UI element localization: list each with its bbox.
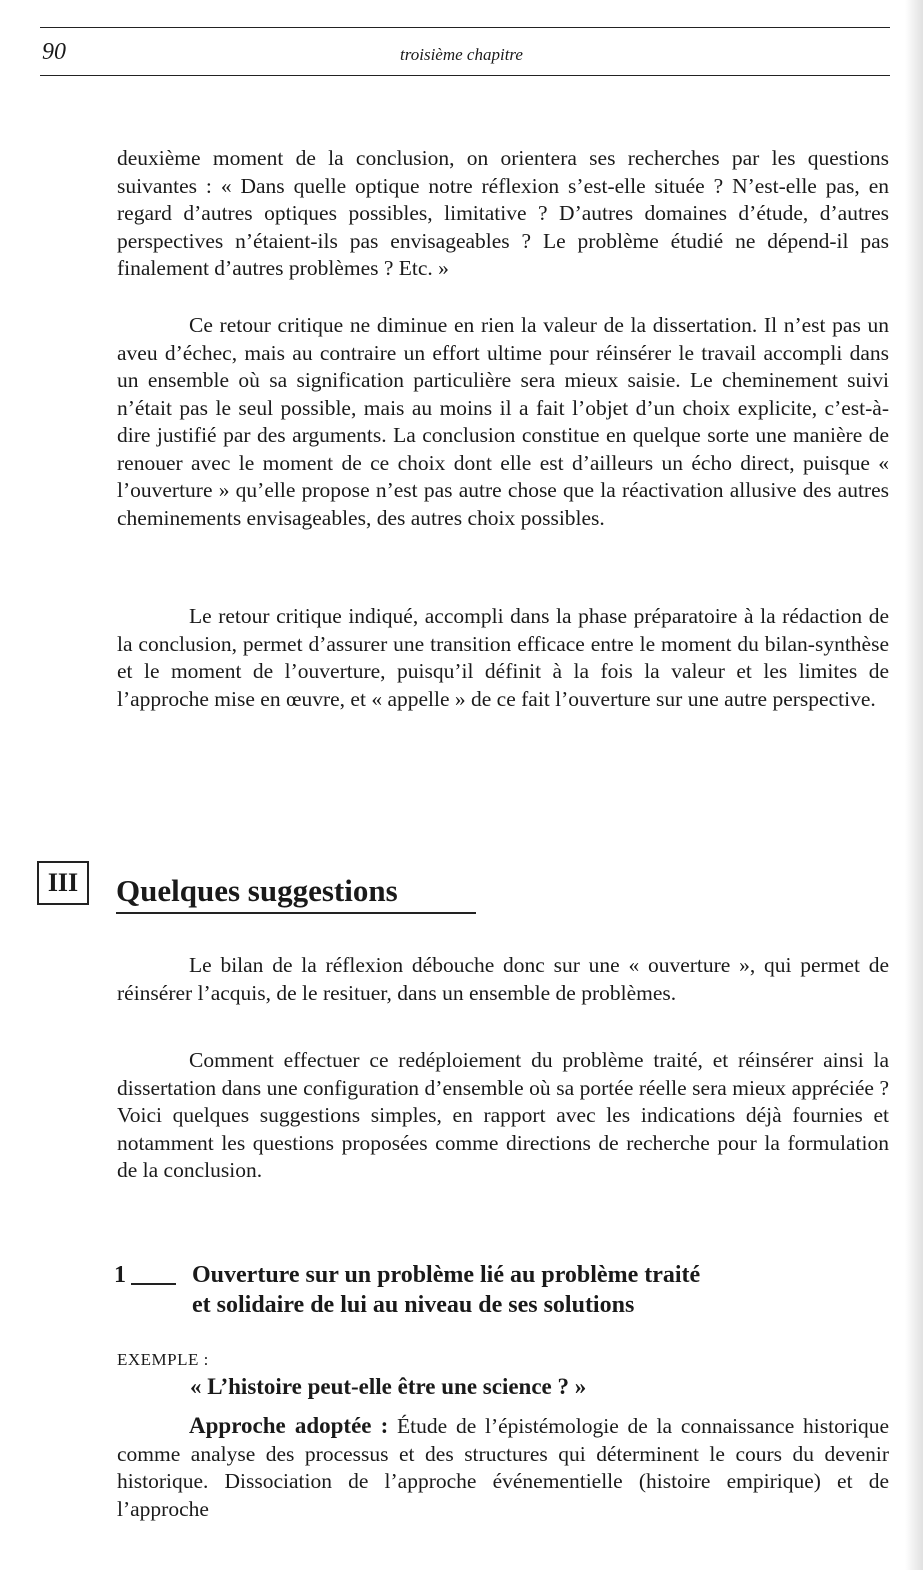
- subsection-title: [192, 1260, 892, 1320]
- example-label: EXEMPLE :: [117, 1350, 209, 1369]
- header-bottom-rule: [40, 75, 890, 76]
- subsection-title-line-2: et solidaire de lui au niveau de ses solutions: [192, 1292, 635, 1318]
- subsection-dash: [131, 1283, 176, 1285]
- approach-text: Étude de l’épistémologie de la connaissance historique comme analyse des processus et des structures qui déterminent le cours du devenir historique. Dissociation de l’approche événementielle (histoire empirique) et de l’approche: [117, 1414, 889, 1521]
- section-title: Quelques suggestions: [116, 873, 398, 908]
- header-top-rule: [40, 27, 890, 28]
- section-title-underline: [116, 912, 476, 914]
- running-title: troisième chapitre: [400, 45, 523, 64]
- paragraph-4: Le bilan de la réflexion débouche donc sur une « ouverture », qui permet de réinsérer l’acquis, de le resituer, dans un ensemble de problèmes.: [117, 953, 889, 1005]
- paragraph-2: Ce retour critique ne diminue en rien la valeur de la dissertation. Il n’est pas un aveu d’échec, mais au contraire un effort ultime pour réinsérer le travail accompli dans un ensemble où sa signification particulière sera mieux saisie. Le cheminement suivi n’était pas le seul possible, mais au moins il a fait l’objet d’un choix explicite, c’est-à-dire justifié par des arguments. La conclusion constitue en quelque sorte une manière de renouer avec le moment de ce choix dont elle est d’ailleurs un écho direct, puisque « l’ouverture » qu’elle propose n’est pas autre chose que la réactivation allusive des autres cheminements envisageables, des autres choix possibles.: [117, 313, 889, 530]
- approach-lead: Approche adoptée :: [189, 1413, 389, 1438]
- page-number: 90: [42, 39, 66, 65]
- paragraph-1: deuxième moment de la conclusion, on orientera ses recherches par les questions suivantes : « Dans quelle optique notre réflexion s’est-elle située ? N’est-elle pas, en regard d’autres optiques possibles, limitative ? D’autres domaines d’étude, d’autres perspectives n’étaient-ils pas envisageables ? Le problème étudié ne dépend-il pas finalement d’autres problèmes ? Etc. »: [117, 146, 889, 280]
- subsection-title-line-1: Ouverture sur un problème lié au problème traité: [192, 1262, 701, 1288]
- paragraph-6: [117, 1412, 889, 1523]
- page-edge-shadow: [905, 0, 923, 1570]
- subsection-number: 1: [114, 1262, 126, 1288]
- section-number-box: III: [37, 861, 89, 905]
- paragraph-3: Le retour critique indiqué, accompli dans la phase préparatoire à la rédaction de la conclusion, permet d’assurer une transition efficace entre le moment du bilan-synthèse et le moment de l’ouverture, puisqu’il définit à la fois la valeur et les limites de l’approche mise en œuvre, et « appelle » de ce fait l’ouverture sur une autre perspective.: [117, 604, 889, 711]
- paragraph-5: Comment effectuer ce redéploiement du problème traité, et réinsérer ainsi la dissertation dans une configuration d’ensemble où sa portée réelle sera mieux appréciée ? Voici quelques suggestions simples, en rapport avec les indications déjà fournies et notamment les questions proposées comme directions de recherche pour la formulation de la conclusion.: [117, 1048, 889, 1182]
- example-question: « L’histoire peut-elle être une science ? »: [190, 1374, 587, 1399]
